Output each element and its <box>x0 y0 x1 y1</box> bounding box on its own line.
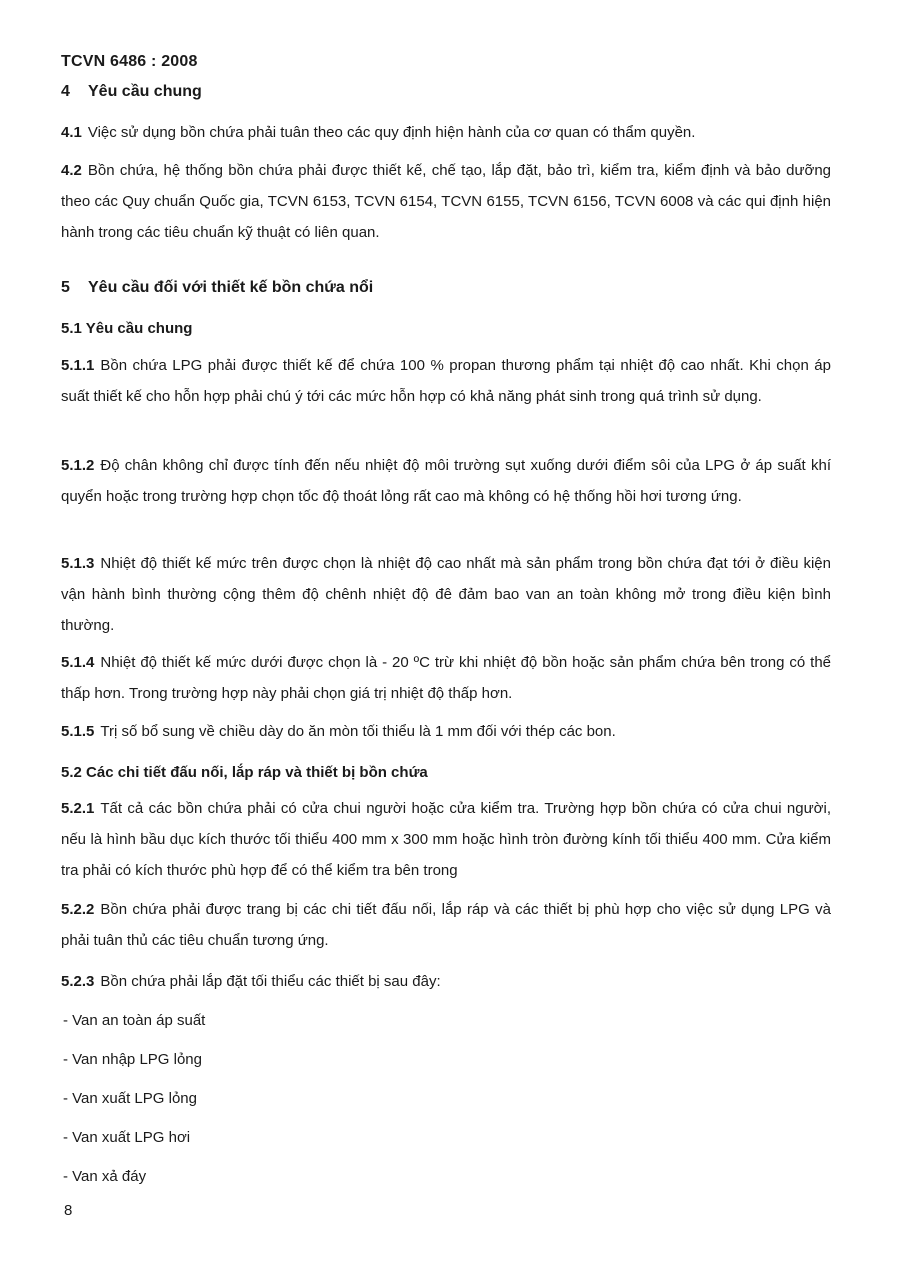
clause-text: Bồn chứa LPG phải được thiết kế để chứa 100 % propan thương phẩm tại nhiệt độ cao nhất. Khi chọn áp suất thiết kế cho hỗn hợp phải chú ý tới các mức hỗn hợp có khả năng phát sinh trong quá trình sử dụng. <box>61 357 831 405</box>
paragraph-5-1-5 <box>61 716 831 747</box>
list-item: - Van an toàn áp suất <box>63 1012 206 1029</box>
clause-text: Tất cả các bồn chứa phải có cửa chui người hoặc cửa kiểm tra. Trường hợp bồn chứa có cửa chui người, nếu là hình bầu dục kích thước tối thiểu 400 mm x 300 mm hoặc hình tròn đường kính tối thiểu 400 mm. Cửa kiểm tra phải có kích thước phù hợp để có thể kiểm tra bên trong <box>61 800 831 879</box>
clause-number: 4.1 <box>61 124 82 141</box>
section-title: Yêu cầu đối với thiết kế bồn chứa nổi <box>88 279 374 296</box>
paragraph-5-1-3 <box>61 548 831 641</box>
clause-text: Việc sử dụng bồn chứa phải tuân theo các quy định hiện hành của cơ quan có thẩm quyền. <box>87 124 696 141</box>
paragraph-5-1-1 <box>61 350 831 412</box>
paragraph-4-2 <box>61 155 831 248</box>
clause-text: Bồn chứa phải được trang bị các chi tiết đấu nối, lắp ráp và các thiết bị phù hợp cho việc sử dụng LPG và phải tuân thủ các tiêu chuẩn tương ứng. <box>61 901 831 949</box>
paragraph-5-1-4 <box>61 647 831 709</box>
clause-number: 5.1.4 <box>61 654 95 671</box>
list-item: - Van xả đáy <box>63 1168 147 1185</box>
paragraph-4-1 <box>61 117 831 148</box>
section-number: 5 <box>61 279 70 296</box>
list-item: - Van xuất LPG lỏng <box>63 1090 197 1107</box>
subsection-5-1-heading: 5.1 Yêu cầu chung <box>61 320 193 337</box>
section-4-heading <box>61 83 202 101</box>
clause-number: 5.1.1 <box>61 357 95 374</box>
subsection-5-2-heading: 5.2 Các chi tiết đấu nối, lắp ráp và thiết bị bồn chứa <box>61 764 428 781</box>
paragraph-5-2-1 <box>61 793 831 886</box>
paragraph-5-2-3 <box>61 966 831 997</box>
clause-text: Nhiệt độ thiết kế mức trên được chọn là nhiệt độ cao nhất mà sản phẩm trong bồn chứa đạt tới ở điều kiện vận hành bình thường cộng thêm độ chênh nhiệt độ đê đảm bao van an toàn không mở trong điều kiện bình thường. <box>61 555 831 634</box>
list-item: - Van nhập LPG lỏng <box>63 1051 202 1068</box>
clause-text: Nhiệt độ thiết kế mức dưới được chọn là - 20 ºC trừ khi nhiệt độ bồn hoặc sản phẩm chứa bên trong có thể thấp hơn. Trong trường hợp này phải chọn giá trị nhiệt độ thấp hơn. <box>61 654 831 702</box>
clause-number: 5.2.3 <box>61 973 95 990</box>
list-item: - Van xuất LPG hơi <box>63 1129 191 1146</box>
clause-number: 5.1.3 <box>61 555 95 572</box>
section-number: 4 <box>61 83 70 100</box>
page-number: 8 <box>64 1202 73 1219</box>
section-5-heading <box>61 279 373 297</box>
clause-number: 5.1.2 <box>61 457 95 474</box>
paragraph-5-2-2 <box>61 894 831 956</box>
clause-text: Bồn chứa phải lắp đặt tối thiểu các thiết bị sau đây: <box>100 973 441 990</box>
paragraph-5-1-2 <box>61 450 831 512</box>
clause-number: 5.2.2 <box>61 901 95 918</box>
clause-number: 4.2 <box>61 162 82 179</box>
clause-text: Bồn chứa, hệ thống bồn chứa phải được thiết kế, chế tạo, lắp đặt, bảo trì, kiểm tra, kiểm định và bảo dưỡng theo các Quy chuẩn Quốc gia, TCVN 6153, TCVN 6154, TCVN 6155, TCVN 6156, TCVN 6008 và các qui định hiện hành trong các tiêu chuẩn kỹ thuật có liên quan. <box>61 162 831 241</box>
clause-number: 5.1.5 <box>61 723 95 740</box>
standard-code: TCVN 6486 : 2008 <box>61 53 198 70</box>
section-title: Yêu cầu chung <box>88 83 202 100</box>
clause-text: Độ chân không chỉ được tính đến nếu nhiệt độ môi trường sụt xuống dưới điểm sôi của LPG ở áp suất khí quyển hoặc trong trường hợp chọn tốc độ thoát lỏng rất cao mà không có hệ thống hồi hơi tương ứng. <box>61 457 831 505</box>
clause-text: Trị số bổ sung về chiều dày do ăn mòn tối thiểu là 1 mm đối với thép các bon. <box>100 723 616 740</box>
clause-number: 5.2.1 <box>61 800 95 817</box>
